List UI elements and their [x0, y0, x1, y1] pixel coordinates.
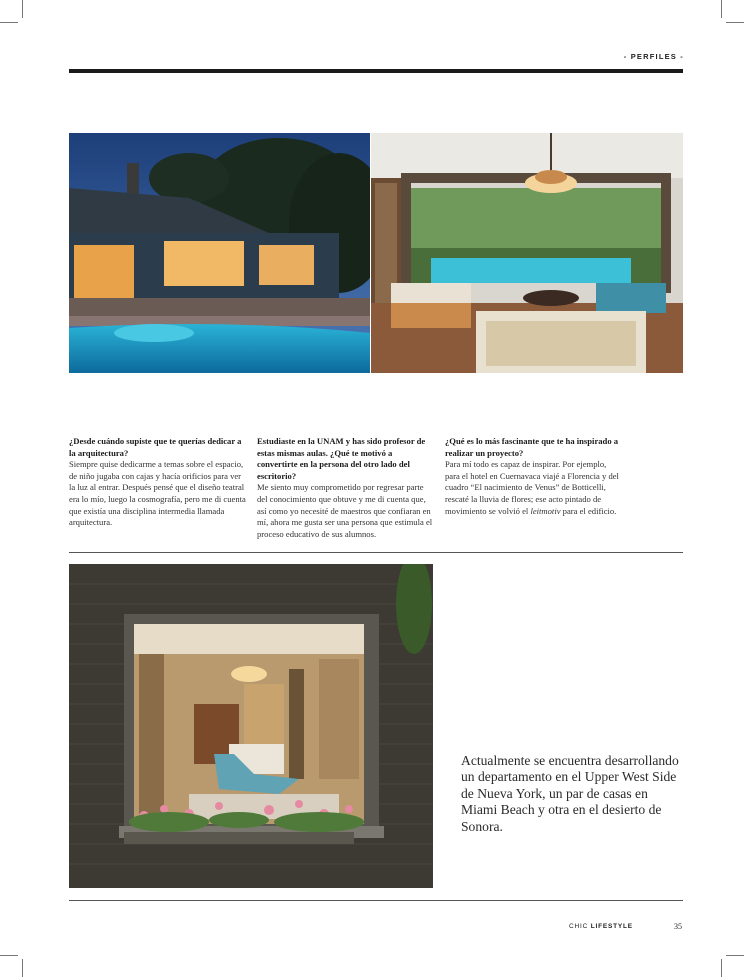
- crop-mark: [726, 22, 744, 23]
- interior-photo: [371, 133, 683, 373]
- qa-answer-text: Para mí todo es capaz de inspirar. Por ejemplo, para el hotel en Cuernavaca viajé a Florencia y del cuadro “El nacimiento de Venus” de Botticelli, rescaté la lluvia de flores; ese acto pintado de movimiento se volvió el: [445, 459, 619, 516]
- footer-rule: [69, 900, 683, 901]
- page-number: 35: [674, 922, 682, 931]
- qa-answer: Siempre quise dedicarme a temas sobre el espacio, de niño jugaba con cajas y hacía orificios para ver la luz al entrar. Después pensé que el diseño teatral era lo mío, luego la cosmografía, pero me di cuenta que existía una disciplina intermedia llamada arquitectura.: [69, 459, 246, 528]
- qa-answer-italic: leitmotiv: [530, 505, 561, 516]
- exterior-photo: [69, 133, 370, 373]
- qa-answer-text: para el edificio.: [560, 505, 617, 516]
- qa-column-1: [69, 436, 247, 529]
- qa-column-2: [257, 436, 435, 540]
- qa-column-3: [445, 436, 623, 517]
- pull-quote: Actualmente se encuentra desarrollando un departamento en el Upper West Side de Nueva York, un par de casas en Miami Beach y otra en el desierto de Sonora.: [461, 753, 679, 834]
- qa-question: Estudiaste en la UNAM y has sido profesor de estas mismas aulas. ¿Qué te motivó a convertirte en la persona del otro lado del escritorio?: [257, 436, 426, 481]
- crop-mark: [721, 0, 722, 18]
- crop-mark: [0, 955, 18, 956]
- qa-question: ¿Desde cuándo supiste que te querías dedicar a la arquitectura?: [69, 436, 242, 458]
- crop-mark: [22, 0, 23, 18]
- section-label: - PERFILES -: [623, 52, 684, 61]
- footer-brand-light: CHIC: [569, 923, 589, 930]
- footer-brand-bold: LIFESTYLE: [590, 923, 633, 930]
- divider-rule: [69, 552, 683, 553]
- crop-mark: [726, 955, 744, 956]
- footer-brand: [569, 923, 633, 930]
- crop-mark: [0, 22, 18, 23]
- crop-mark: [721, 959, 722, 977]
- header-rule: [69, 69, 683, 73]
- qa-answer: Me siento muy comprometido por regresar parte del conocimiento que obtuve y me di cuenta que, así como yo necesité de maestros que confiaran en mí, ahora me gusta ser una persona que estimula el proceso educativo de sus alumnos.: [257, 482, 433, 539]
- crop-mark: [22, 959, 23, 977]
- qa-question: ¿Qué es lo más fascinante que te ha inspirado a realizar un proyecto?: [445, 436, 619, 458]
- qa-answer: [445, 459, 623, 517]
- window-photo: [69, 564, 433, 888]
